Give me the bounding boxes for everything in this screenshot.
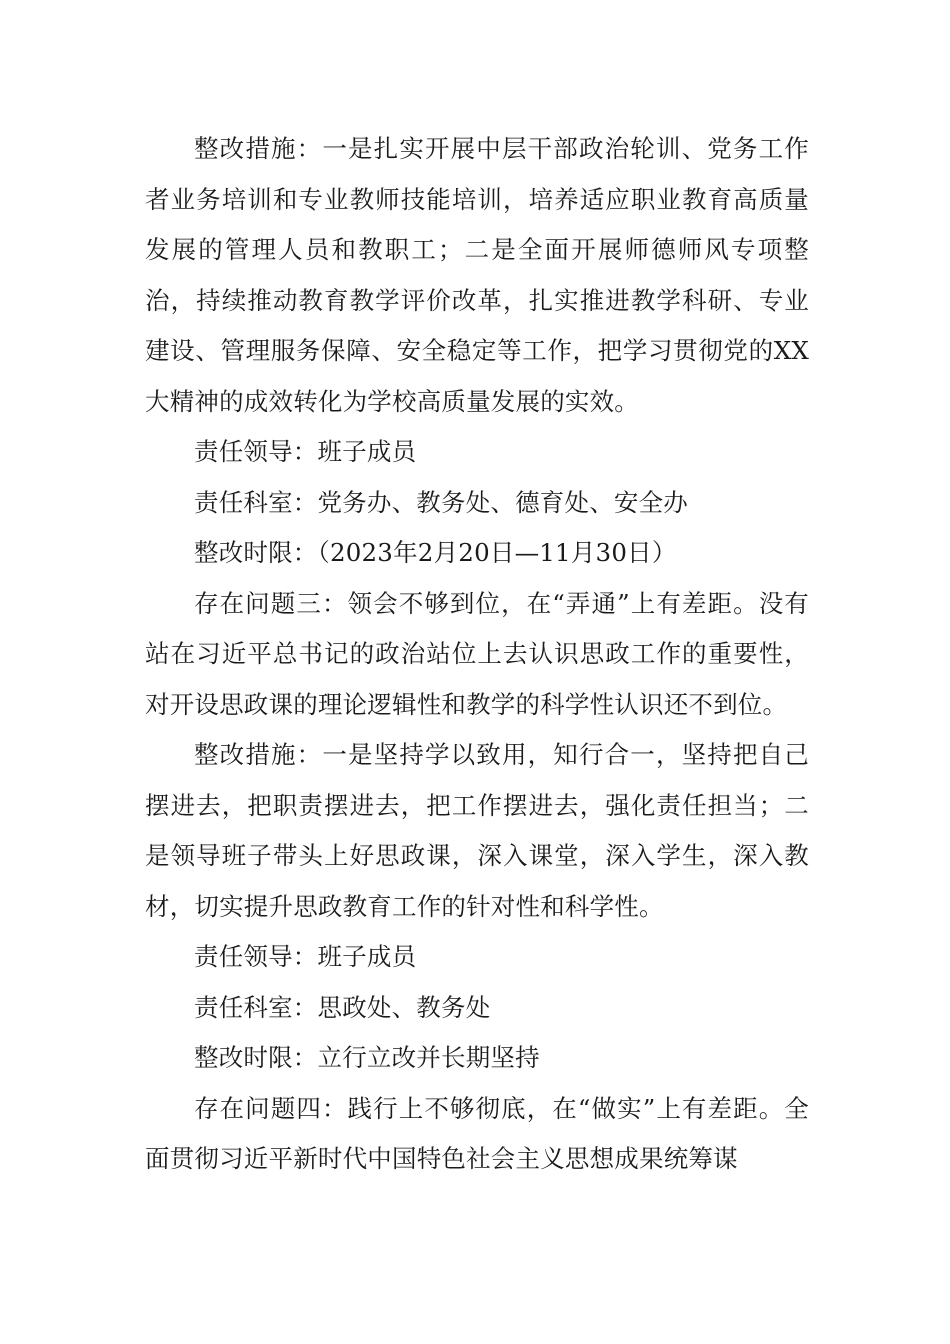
document-page xyxy=(145,124,809,1185)
paragraph-responsible-office-3: 责任科室：思政处、教务处 xyxy=(194,992,491,1022)
paragraph-responsible-office: 责任科室：党务办、教务处、德育处、安全办 xyxy=(194,487,688,517)
paragraph-responsible-leader-3: 责任领导：班子成员 xyxy=(194,942,417,971)
paragraph-problem-4: 存在问题四：践行上不够彻底，在“做实”上有差距。全面贯彻习近平新时代中国特色社会主义思想成果统筹谋 xyxy=(145,1093,809,1173)
paragraph-problem-3: 存在问题三：领会不够到位，在“弄通”上有差距。没有站在习近平总书记的政治站位上去认识思政工作的重要性，对开设思政课的理论逻辑性和教学的科学性认识还不到位。 xyxy=(145,588,809,719)
paragraph-responsible-leader: 责任领导：班子成员 xyxy=(194,437,417,466)
paragraph-measures-2: 整改措施：一是扎实开展中层干部政治轮训、党务工作者业务培训和专业教师技能培训，培养适应职业教育高质量发展的管理人员和教职工；二是全面开展师德师风专项整治，持续推动教育教学评价改革，扎实推进教学科研、专业建设、管理服务保障、安全稳定等工作，把学习贯彻党的XX大精神的成效转化为学校高质量发展的实效。 xyxy=(145,134,809,416)
paragraph-deadline-3: 整改时限：立行立改并长期坚持 xyxy=(194,1043,540,1072)
paragraph-deadline: 整改时限：（2023年2月20日—11月30日） xyxy=(194,538,677,567)
paragraph-measures-3: 整改措施：一是坚持学以致用，知行合一，坚持把自己摆进去，把职责摆进去，把工作摆进去，强化责任担当；二是领导班子带头上好思政课，深入课堂，深入学生，深入教材，切实提升思政教育工作的针对性和科学性。 xyxy=(145,740,809,921)
